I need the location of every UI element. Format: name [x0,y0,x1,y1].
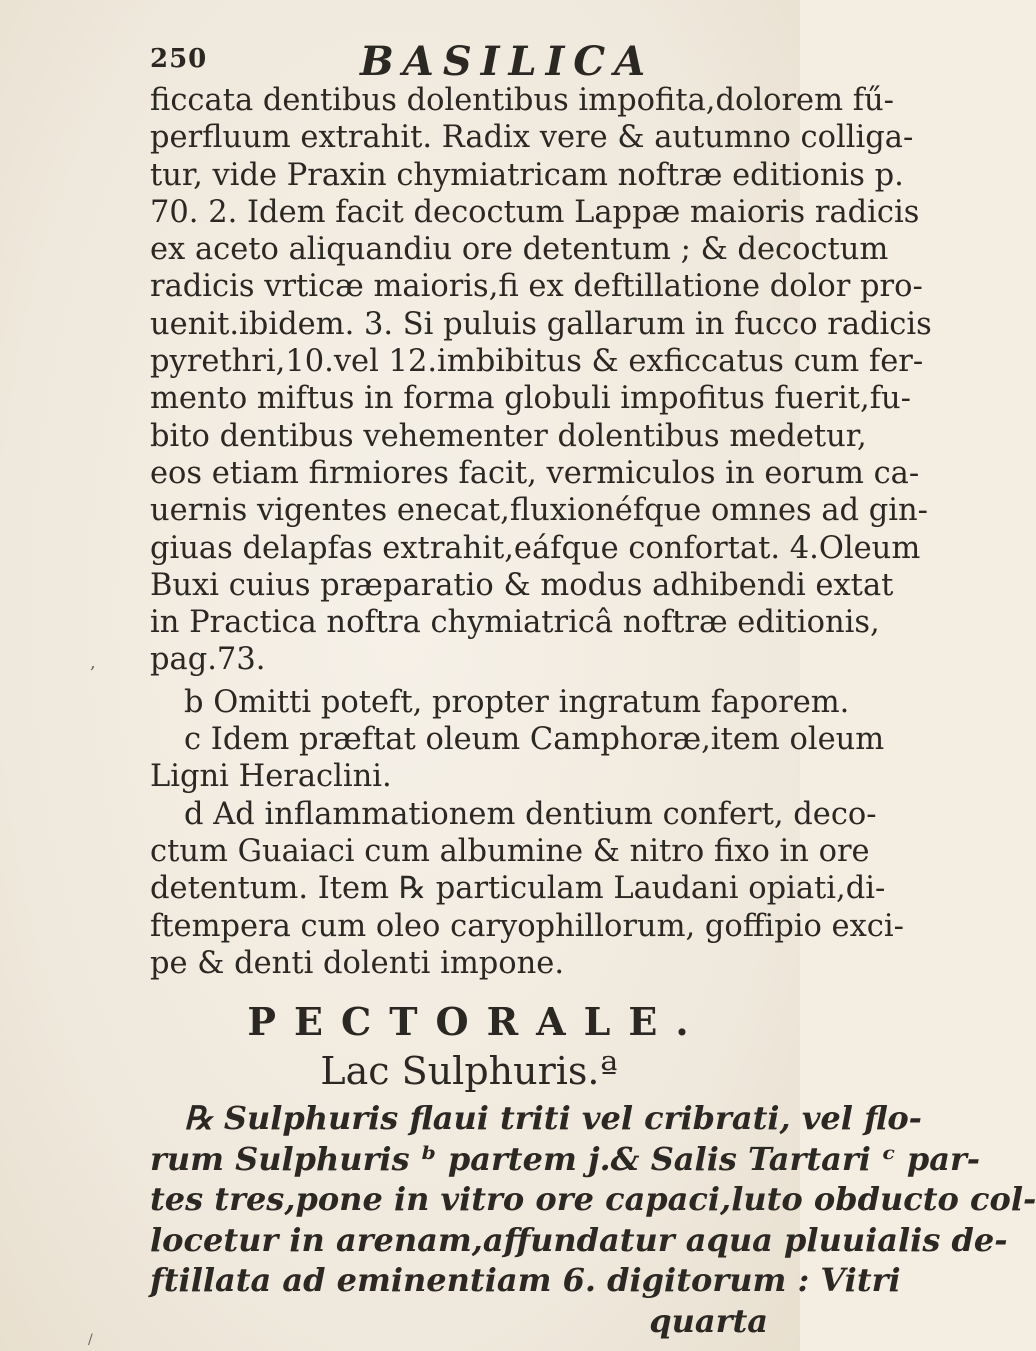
note-line: d Ad inflammationem dentium confert, deco- [184,796,877,832]
recipe-line: locetur in arenam,affundatur aqua pluuialis de- [150,1220,1008,1259]
text-line: tur, vide Praxin chymiatricam noftræ editionis p. [150,157,904,193]
notes-block [150,684,904,982]
text-line: giuas delapfas extrahit,eáfque confortat. 4.Oleum [150,530,921,566]
catchword: quarta [649,1301,768,1340]
recipe-line: rum Sulphuris ᵇ partem j.& Salis Tartari ᶜ par- [150,1139,981,1178]
recipe-line: ℞ Sulphuris flaui triti vel cribrati, vel flo- [184,1099,922,1138]
recipe-block [150,1098,1036,1301]
running-title: BASILICA [360,38,655,85]
text-line: uernis vigentes enecat,fluxionéfque omnes ad gin- [150,493,928,529]
text-line: pag.73. [150,642,266,678]
text-line: radicis vrticæ maioris,fi ex deftillatione dolor pro- [150,269,923,305]
note-line: Ligni Heraclini. [150,759,392,795]
text-line: in Practica noftra chymiatricâ noftræ editionis, [150,605,880,641]
margin-mark: / [88,1332,93,1348]
text-line: pyrethri,10.vel 12.imbibitus & exficcatus cum fer- [150,344,924,380]
text-line: bito dentibus vehementer dolentibus medetur, [150,418,867,454]
running-head [150,38,770,88]
note-line: c Idem præftat oleum Camphoræ,item oleum [184,722,885,758]
note-line: ctum Guaiaci cum albumine & nitro fixo in ore [150,833,870,869]
note-line: ftempera cum oleo caryophillorum, goffipio exci- [150,908,904,944]
note-line: pe & denti dolenti impone. [150,945,565,981]
recipe-line: ftillata ad eminentiam 6. digitorum : Vitri [150,1261,901,1300]
text-line: Buxi cuius præparatio & modus adhibendi extat [150,567,894,603]
note-line: b Omitti poteft, propter ingratum faporem. [184,684,850,720]
text-line: uenit.ibidem. 3. Si puluis gallarum in fucco radicis [150,306,932,342]
recipe-line: tes tres,pone in vitro ore capaci,luto obducto col- [150,1180,1036,1219]
margin-speck: , [90,652,96,673]
section-heading: PECTORALE. [247,999,707,1045]
page-body [150,82,1036,1341]
text-line: eos etiam firmiores facit, vermiculos in eorum ca- [150,455,920,491]
main-paragraph [150,82,932,679]
text-line: perfluum extrahit. Radix vere & autumno colliga- [150,120,914,156]
text-line: mento miftus in forma globuli impofitus fuerit,fu- [150,381,911,417]
page-number: 250 [150,44,208,74]
text-line: ex aceto aliquandiu ore detentum ; & decoctum [150,232,889,268]
text-line: 70. 2. Idem facit decoctum Lappæ maioris radicis [150,194,920,230]
text-line: ficcata dentibus dolentibus impofita,dolorem fű- [150,83,894,118]
note-line: detentum. Item ℞ particulam Laudani opiati,di- [150,871,886,907]
recipe-title: Lac Sulphuris.ª [320,1049,618,1094]
